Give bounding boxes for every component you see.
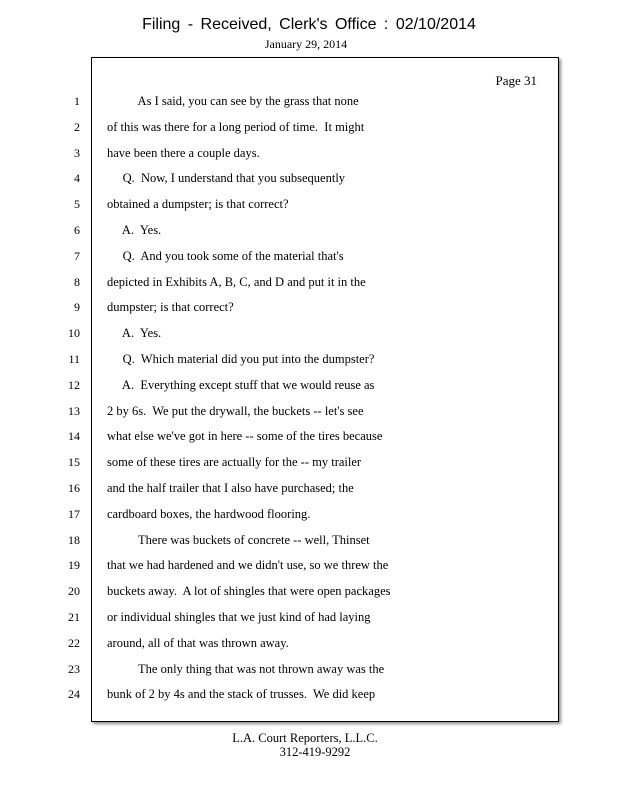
line-number: 6 <box>74 223 80 237</box>
line-number: 9 <box>74 300 80 314</box>
line-number: 7 <box>74 249 80 263</box>
transcript-line: A. Yes. <box>107 326 162 340</box>
court-reporter-name: L.A. Court Reporters, L.L.C. <box>232 731 378 745</box>
line-number: 1 <box>74 94 80 108</box>
transcript-line: dumpster; is that correct? <box>107 300 234 314</box>
line-number: 3 <box>74 146 80 160</box>
line-number: 16 <box>68 481 80 495</box>
transcript-line: A. Everything except stuff that we would reuse as <box>107 378 375 392</box>
transcript-line: Q. And you took some of the material that's <box>107 249 344 263</box>
transcript-line: 2 by 6s. We put the drywall, the buckets -- let's see <box>107 404 364 418</box>
transcript-line: obtained a dumpster; is that correct? <box>107 197 289 211</box>
transcript-line: or individual shingles that we just kind of had laying <box>107 610 371 624</box>
page-number: Page 31 <box>495 73 537 88</box>
transcript-line: depicted in Exhibits A, B, C, and D and put it in the <box>107 275 366 289</box>
transcript-line: The only thing that was not thrown away was the <box>107 662 385 676</box>
line-number: 4 <box>74 171 80 185</box>
line-number: 5 <box>74 197 80 211</box>
line-number: 10 <box>68 326 80 340</box>
court-reporter-phone: 312-419-9292 <box>279 745 351 759</box>
line-number: 15 <box>68 455 80 469</box>
transcript-line: and the half trailer that I also have purchased; the <box>107 481 354 495</box>
filing-stamp: Filing - Received, Clerk's Office : 02/10/2014 <box>142 16 476 33</box>
transcript-line: buckets away. A lot of shingles that were open packages <box>107 584 391 598</box>
transcript-line: some of these tires are actually for the -- my trailer <box>107 455 362 469</box>
line-number: 13 <box>68 404 80 418</box>
line-number: 12 <box>68 378 80 392</box>
transcript-line: A. Yes. <box>107 223 162 237</box>
transcript-line: As I said, you can see by the grass that none <box>107 94 359 108</box>
line-number: 23 <box>68 662 80 676</box>
transcript-date: January 29, 2014 <box>264 37 348 51</box>
line-number: 11 <box>68 352 80 366</box>
transcript-line: of this was there for a long period of time. It might <box>107 120 365 134</box>
line-number: 18 <box>68 533 80 547</box>
transcript-line: Q. Now, I understand that you subsequently <box>107 171 346 185</box>
transcript-line: that we had hardened and we didn't use, so we threw the <box>107 558 389 572</box>
transcript-line: what else we've got in here -- some of the tires because <box>107 429 383 443</box>
transcript-line: around, all of that was thrown away. <box>107 636 289 650</box>
line-number: 14 <box>68 429 80 443</box>
line-number: 20 <box>68 584 80 598</box>
line-number: 22 <box>68 636 80 650</box>
line-number: 2 <box>74 120 80 134</box>
transcript-line: Q. Which material did you put into the dumpster? <box>107 352 375 366</box>
transcript-line: bunk of 2 by 4s and the stack of trusses. We did keep <box>107 687 376 701</box>
line-number: 24 <box>68 687 80 701</box>
line-number: 21 <box>68 610 80 624</box>
transcript-line: There was buckets of concrete -- well, Thinset <box>107 533 370 547</box>
transcript-line: cardboard boxes, the hardwood flooring. <box>107 507 311 521</box>
line-number: 8 <box>74 275 80 289</box>
transcript-line: have been there a couple days. <box>107 146 260 160</box>
line-number: 17 <box>68 507 80 521</box>
line-number: 19 <box>68 558 80 572</box>
